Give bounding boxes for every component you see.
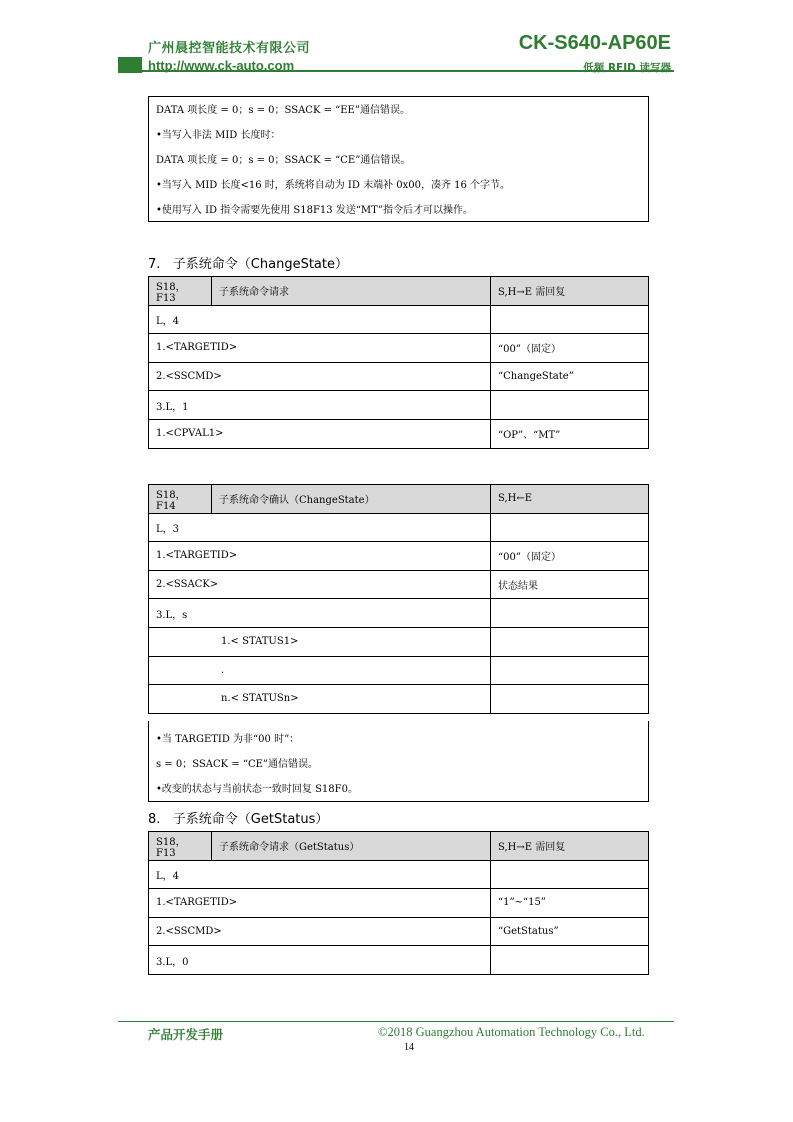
row-item: . xyxy=(149,656,491,685)
table-row xyxy=(149,627,649,656)
note-line: •改变的状态与当前状态一致时回复 S18F0。 xyxy=(156,784,358,795)
row-item: 2.<SSACK> xyxy=(149,570,491,599)
row-item: 1.< STATUS1> xyxy=(149,627,491,656)
note-line: •当写入非法 MID 长度时： xyxy=(156,130,281,141)
table-row xyxy=(149,334,649,363)
row-item: L，4 xyxy=(149,860,491,889)
note-line: •当写入 MID 长度<16 时，系统将自动为 ID 末端补 0x00，凑齐 16 个字节。 xyxy=(156,180,511,191)
product-model: CK-S640-AP60E xyxy=(518,32,671,54)
table-row xyxy=(149,685,649,714)
s18f14-changestate-table xyxy=(148,484,649,714)
table-row xyxy=(149,656,649,685)
header-accent-bar xyxy=(118,57,142,73)
message-name: 子系统命令请求 xyxy=(212,277,491,306)
row-value: “ChangeState” xyxy=(491,362,649,391)
note-line: s = 0；SSACK = “CE”通信错误。 xyxy=(156,759,319,770)
footer-copyright: ©2018 Guangzhou Automation Technology Co., Ltd. xyxy=(378,1025,645,1039)
table-header-row xyxy=(149,485,649,514)
top-note-box xyxy=(148,96,649,222)
row-item: n.< STATUSn> xyxy=(149,685,491,714)
table-row xyxy=(149,305,649,334)
row-value xyxy=(491,656,649,685)
row-value: “GetStatus” xyxy=(491,917,649,946)
table-row xyxy=(149,419,649,448)
row-value: “00”（固定） xyxy=(491,334,649,363)
s18f13-changestate-table xyxy=(148,276,649,449)
table-row xyxy=(149,570,649,599)
table-row xyxy=(149,391,649,420)
company-name: 广州晨控智能技术有限公司 xyxy=(148,41,311,56)
product-subtitle: 低频 RFID 读写器 xyxy=(583,62,671,74)
row-item: 3.L，0 xyxy=(149,946,491,975)
message-name: 子系统命令请求（GetStatus） xyxy=(212,832,491,861)
note-line: •使用写入 ID 指令需要先使用 S18F13 发送“MT”指令后才可以操作。 xyxy=(156,205,473,216)
row-item: 2.<SSCMD> xyxy=(149,917,491,946)
row-item: 1.<CPVAL1> xyxy=(149,419,491,448)
row-item: 1.<TARGETID> xyxy=(149,542,491,571)
row-value xyxy=(491,599,649,628)
message-code: S18，F13 xyxy=(149,832,212,861)
footer-divider xyxy=(118,1021,674,1022)
s18f14-note-box xyxy=(148,721,649,802)
row-value xyxy=(491,860,649,889)
message-code: S18，F14 xyxy=(149,485,212,514)
row-value: “00”（固定） xyxy=(491,542,649,571)
message-direction: S,H→E 需回复 xyxy=(491,277,649,306)
message-direction: S,H←E xyxy=(491,485,649,514)
table-row xyxy=(149,946,649,975)
note-line: •当 TARGETID 为非“00 时”： xyxy=(156,734,300,745)
s18f13-getstatus-table xyxy=(148,831,649,975)
row-item: 1.<TARGETID> xyxy=(149,334,491,363)
row-item: 3.L，1 xyxy=(149,391,491,420)
row-value: 状态结果 xyxy=(491,570,649,599)
table-row xyxy=(149,860,649,889)
table-row xyxy=(149,513,649,542)
table-row xyxy=(149,362,649,391)
table-row xyxy=(149,917,649,946)
row-item: L，4 xyxy=(149,305,491,334)
row-item: L，3 xyxy=(149,513,491,542)
section-7-title: 7. 子系统命令（ChangeState） xyxy=(148,257,348,272)
row-value xyxy=(491,305,649,334)
row-value xyxy=(491,513,649,542)
note-line: DATA 项长度 = 0；s = 0；SSACK = “CE”通信错误。 xyxy=(156,155,411,166)
note-line: DATA 项长度 = 0；s = 0；SSACK = “EE”通信错误。 xyxy=(156,105,410,116)
footer-manual-title: 产品开发手册 xyxy=(148,1027,224,1042)
row-value xyxy=(491,391,649,420)
row-item: 1.<TARGETID> xyxy=(149,889,491,918)
row-value: “OP”、“MT” xyxy=(491,419,649,448)
table-row xyxy=(149,889,649,918)
table-row xyxy=(149,542,649,571)
row-value xyxy=(491,627,649,656)
row-item: 2.<SSCMD> xyxy=(149,362,491,391)
table-header-row xyxy=(149,832,649,861)
page-number: 14 xyxy=(404,1042,414,1053)
row-value: “1”~“15” xyxy=(491,889,649,918)
row-value xyxy=(491,685,649,714)
message-name: 子系统命令确认（ChangeState） xyxy=(212,485,491,514)
message-direction: S,H→E 需回复 xyxy=(491,832,649,861)
row-item: 3.L，s xyxy=(149,599,491,628)
message-code: S18，F13 xyxy=(149,277,212,306)
company-url[interactable]: http://www.ck-auto.com xyxy=(148,58,295,73)
table-row xyxy=(149,599,649,628)
table-header-row xyxy=(149,277,649,306)
row-value xyxy=(491,946,649,975)
section-8-title: 8. 子系统命令（GetStatus） xyxy=(148,812,329,827)
